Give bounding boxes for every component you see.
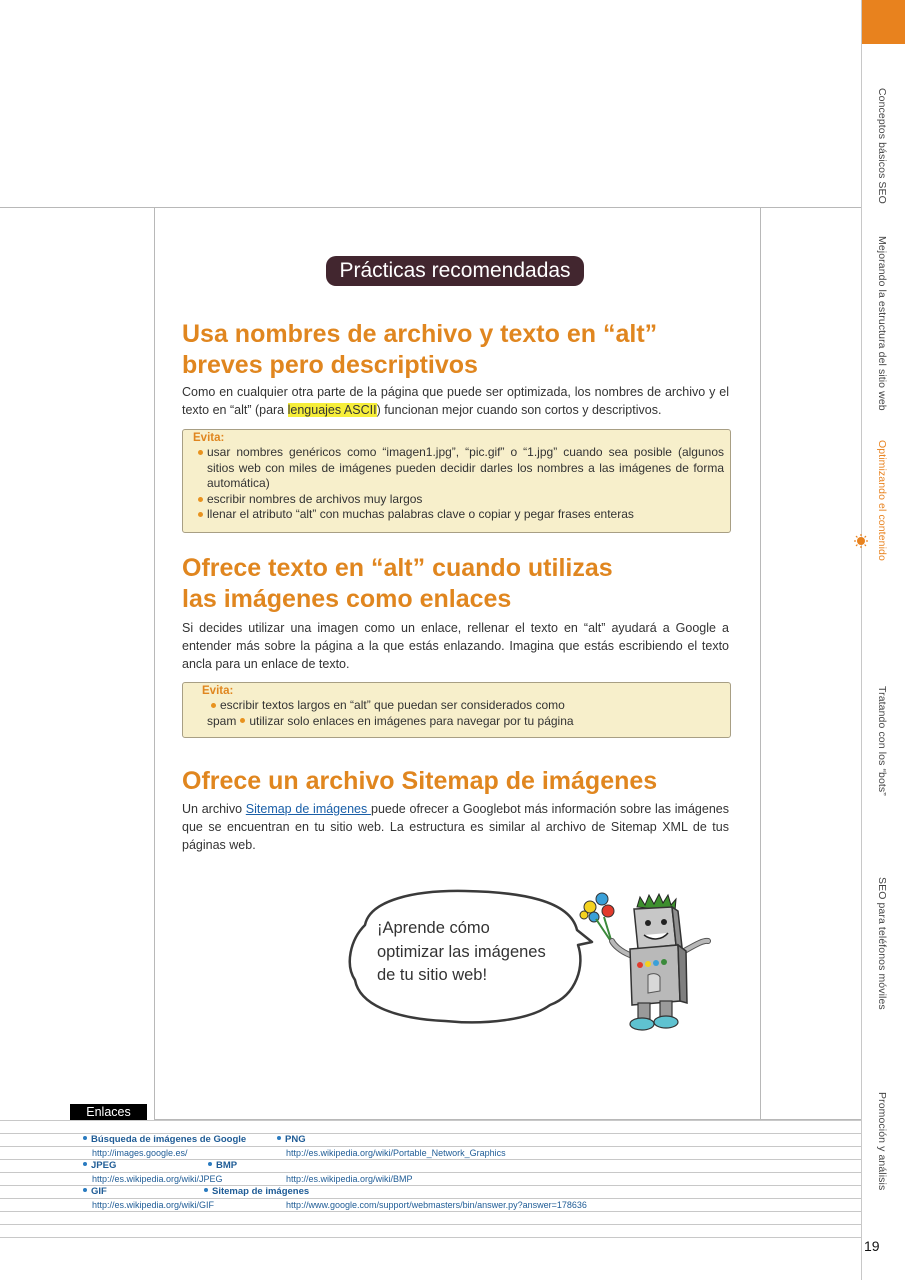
sun-marker-icon bbox=[854, 534, 868, 548]
list-item: llenar el atributo “alt” con muchas palabras clave o copiar y pegar frases enteras bbox=[198, 507, 724, 523]
body-text: ) funcionan mejor cuando son cortos y descriptivos. bbox=[376, 403, 662, 417]
sidebar-item-conceptos[interactable]: Conceptos básicos SEO bbox=[876, 88, 888, 204]
avoid-title: Evita: bbox=[193, 432, 225, 444]
section-title-enlaces bbox=[182, 553, 742, 615]
frame-left-line bbox=[154, 207, 155, 1120]
sitemap-link[interactable]: Sitemap de imágenes bbox=[245, 802, 371, 816]
body-text: Como en cualquier otra parte de la página que puede ser optimizada, los nombres de archivo y el texto en “alt” (para bbox=[182, 385, 729, 417]
list-item: usar nombres genéricos como “imagen1.jpg”, “pic.gif” o “1.jpg” cuando sea posible (algunos sitios web con miles de imágenes pueden decidir darles los nombres a las imágenes de forma automática) bbox=[198, 445, 724, 492]
section-title-line: las imágenes como enlaces bbox=[182, 585, 512, 613]
sidebar-item-promocion[interactable]: Promoción y análisis bbox=[876, 1092, 888, 1191]
footer-line bbox=[0, 1211, 862, 1212]
link-title-gif[interactable]: GIF bbox=[83, 1186, 107, 1198]
avoid-list-line: spam utilizar solo enlaces en imágenes para navegar por tu página bbox=[207, 713, 574, 728]
section-title-line: Ofrece texto en “alt” cuando utilizas bbox=[182, 554, 613, 582]
bullet-icon bbox=[198, 512, 203, 517]
sidebar-item-bots[interactable]: Tratando con los “bots” bbox=[876, 686, 888, 796]
body-text: puede ofrecer a Googlebot más información sobre las imágenes que se encuentran en tu sitio web. La estructura es similar al archivo de Sitemap XML de tus páginas web. bbox=[182, 802, 729, 852]
sidebar-rail bbox=[861, 0, 862, 1280]
link-title-png[interactable]: PNG bbox=[277, 1134, 306, 1146]
section-title-nombres bbox=[182, 319, 742, 381]
link-url-google-images[interactable]: http://images.google.es/ bbox=[92, 1148, 188, 1158]
bullet-icon bbox=[208, 1162, 212, 1166]
bullet-icon bbox=[198, 497, 203, 502]
link-title-jpeg[interactable]: JPEG bbox=[83, 1160, 116, 1172]
footer-line bbox=[0, 1159, 862, 1160]
bullet-icon bbox=[277, 1136, 281, 1140]
bullet-icon bbox=[211, 703, 216, 708]
robot-mascot-illustration bbox=[572, 885, 717, 1035]
link-url-png[interactable]: http://es.wikipedia.org/wiki/Portable_Network_Graphics bbox=[286, 1148, 506, 1158]
section-header-pill: Prácticas recomendadas bbox=[326, 256, 584, 286]
bullet-icon bbox=[204, 1188, 208, 1192]
highlighted-term: lenguajes ASCII bbox=[287, 403, 377, 417]
link-url-sitemap[interactable]: http://www.google.com/support/webmasters/bin/answer.py?answer=178636 bbox=[286, 1200, 587, 1210]
sidebar-item-contenido[interactable]: Optimizando el contenido bbox=[876, 440, 888, 561]
section-body-enlaces: Si decides utilizar una imagen como un enlace, rellenar el texto en “alt” ayudará a Google a entender más sobre la página a la que estás enlazando. Imagina que estás escribiendo el texto ancla para un enlace de texto. bbox=[182, 621, 729, 671]
avoid-title: Evita: bbox=[202, 685, 234, 697]
section-body-sitemap bbox=[182, 800, 729, 854]
sidebar-item-estructura[interactable]: Mejorando la estructura del sitio web bbox=[876, 236, 888, 411]
bullet-icon bbox=[83, 1188, 87, 1192]
sidebar-item-moviles[interactable]: SEO para teléfonos móviles bbox=[876, 877, 888, 1010]
list-item: escribir nombres de archivos muy largos bbox=[198, 492, 724, 508]
footer-line bbox=[0, 1237, 862, 1238]
body-text: Un archivo bbox=[182, 802, 246, 816]
link-title-bmp[interactable]: BMP bbox=[208, 1160, 237, 1172]
frame-top-line bbox=[0, 207, 862, 208]
link-url-gif[interactable]: http://es.wikipedia.org/wiki/GIF bbox=[92, 1200, 215, 1210]
footer-line bbox=[0, 1120, 862, 1121]
page-number: 19 bbox=[864, 1238, 880, 1254]
footer-line bbox=[0, 1185, 862, 1186]
flower-bouquet-icon bbox=[580, 893, 614, 943]
avoid-list-line: escribir textos largos en “alt” que puedan ser considerados como bbox=[207, 698, 707, 714]
section-body-nombres bbox=[182, 383, 729, 419]
section-title-line: breves pero descriptivos bbox=[182, 351, 478, 379]
link-title-sitemap[interactable]: Sitemap de imágenes bbox=[204, 1186, 309, 1198]
link-title-google-images[interactable]: Búsqueda de imágenes de Google bbox=[83, 1134, 246, 1146]
footer-line bbox=[0, 1224, 862, 1225]
bubble-line: de tu sitio web! bbox=[377, 966, 488, 984]
bubble-line: ¡Aprende cómo bbox=[377, 919, 490, 937]
frame-right-line bbox=[760, 207, 761, 1120]
link-url-jpeg[interactable]: http://es.wikipedia.org/wiki/JPEG bbox=[92, 1174, 223, 1184]
bullet-icon bbox=[83, 1136, 87, 1140]
avoid-box-nombres bbox=[182, 429, 731, 533]
avoid-box-enlaces bbox=[182, 682, 731, 738]
link-url-bmp[interactable]: http://es.wikipedia.org/wiki/BMP bbox=[286, 1174, 413, 1184]
bullet-icon bbox=[198, 450, 203, 455]
bubble-line: optimizar las imágenes bbox=[377, 942, 546, 961]
section-title-sitemap: Ofrece un archivo Sitemap de imágenes bbox=[182, 767, 658, 795]
sidebar-accent-tab bbox=[862, 0, 905, 44]
section-title-line: Usa nombres de archivo y texto en “alt” bbox=[182, 320, 658, 348]
links-heading: Enlaces bbox=[70, 1104, 147, 1121]
bullet-icon bbox=[240, 718, 245, 723]
bullet-icon bbox=[83, 1162, 87, 1166]
avoid-list bbox=[198, 445, 724, 523]
bubble-text bbox=[377, 917, 567, 988]
